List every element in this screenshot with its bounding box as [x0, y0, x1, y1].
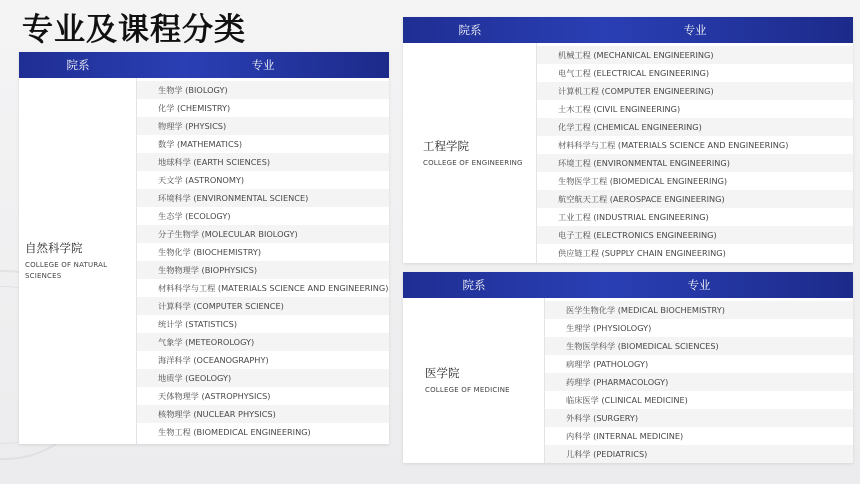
major-item: 计算机工程 (COMPUTER ENGINEERING)	[537, 82, 853, 100]
college-cell	[403, 298, 545, 463]
major-item: 分子生物学 (MOLECULAR BIOLOGY)	[137, 225, 389, 243]
major-item: 生态学 (ECOLOGY)	[137, 207, 389, 225]
major-item: 物理学 (PHYSICS)	[137, 117, 389, 135]
major-item: 生物工程 (BIOMEDICAL ENGINEERING)	[137, 423, 389, 441]
major-item: 材料科学与工程 (MATERIALS SCIENCE AND ENGINEERING)	[537, 136, 853, 154]
major-item: 临床医学 (CLINICAL MEDICINE)	[545, 391, 853, 409]
header-major: 专业	[251, 58, 275, 72]
major-item: 环境科学 (ENVIRONMENTAL SCIENCE)	[137, 189, 389, 207]
major-item: 生物医学科学 (BIOMEDICAL SCIENCES)	[545, 337, 853, 355]
major-item: 核物理学 (NUCLEAR PHYSICS)	[137, 405, 389, 423]
college-name-cn: 工程学院	[423, 138, 469, 153]
major-item: 材料科学与工程 (MATERIALS SCIENCE AND ENGINEERING)	[137, 279, 389, 297]
major-item: 生物医学工程 (BIOMEDICAL ENGINEERING)	[537, 172, 853, 190]
major-list	[137, 78, 389, 444]
table-header	[19, 52, 389, 78]
medicine-table	[403, 272, 853, 463]
major-item: 统计学 (STATISTICS)	[137, 315, 389, 333]
natural-sciences-table	[19, 52, 389, 444]
table-header	[403, 17, 853, 43]
major-item: 生物化学 (BIOCHEMISTRY)	[137, 243, 389, 261]
college-name-en: COLLEGE OF NATURAL SCIENCES	[25, 261, 108, 280]
major-item: 气象学 (METEOROLOGY)	[137, 333, 389, 351]
college-cell	[403, 43, 537, 263]
table-body	[403, 43, 853, 263]
header-major: 专业	[683, 23, 707, 37]
major-item: 药理学 (PHARMACOLOGY)	[545, 373, 853, 391]
major-item: 儿科学 (PEDIATRICS)	[545, 445, 853, 463]
major-item: 天文学 (ASTRONOMY)	[137, 171, 389, 189]
college-name-en: COLLEGE OF ENGINEERING	[423, 158, 523, 167]
major-item: 内科学 (INTERNAL MEDICINE)	[545, 427, 853, 445]
major-item: 天体物理学 (ASTROPHYSICS)	[137, 387, 389, 405]
major-item: 机械工程 (MECHANICAL ENGINEERING)	[537, 46, 853, 64]
major-item: 土木工程 (CIVIL ENGINEERING)	[537, 100, 853, 118]
college-name-en: COLLEGE OF MEDICINE	[425, 386, 510, 394]
major-item: 外科学 (SURGERY)	[545, 409, 853, 427]
table-body	[19, 78, 389, 444]
table-header	[403, 272, 853, 298]
major-item: 地球科学 (EARTH SCIENCES)	[137, 153, 389, 171]
major-item: 病理学 (PATHOLOGY)	[545, 355, 853, 373]
header-major: 专业	[687, 278, 711, 292]
major-item: 化学工程 (CHEMICAL ENGINEERING)	[537, 118, 853, 136]
major-item: 生理学 (PHYSIOLOGY)	[545, 319, 853, 337]
major-list	[545, 298, 853, 463]
header-department: 院系	[462, 278, 486, 292]
major-item: 生物物理学 (BIOPHYSICS)	[137, 261, 389, 279]
major-item: 数学 (MATHEMATICS)	[137, 135, 389, 153]
major-item: 工业工程 (INDUSTRIAL ENGINEERING)	[537, 208, 853, 226]
major-item: 生物学 (BIOLOGY)	[137, 81, 389, 99]
major-item: 医学生物化学 (MEDICAL BIOCHEMISTRY)	[545, 301, 853, 319]
major-item: 海洋科学 (OCEANOGRAPHY)	[137, 351, 389, 369]
major-list	[537, 43, 853, 263]
major-item: 地质学 (GEOLOGY)	[137, 369, 389, 387]
header-department: 院系	[458, 23, 482, 37]
header-department: 院系	[66, 58, 90, 72]
major-item: 电气工程 (ELECTRICAL ENGINEERING)	[537, 64, 853, 82]
major-item: 计算科学 (COMPUTER SCIENCE)	[137, 297, 389, 315]
college-name-cn: 自然科学院	[25, 241, 83, 255]
major-item: 电子工程 (ELECTRONICS ENGINEERING)	[537, 226, 853, 244]
engineering-table	[403, 17, 853, 263]
major-item: 环境工程 (ENVIRONMENTAL ENGINEERING)	[537, 154, 853, 172]
major-item: 供应链工程 (SUPPLY CHAIN ENGINEERING)	[537, 244, 853, 262]
table-body	[403, 298, 853, 463]
major-item: 航空航天工程 (AEROSPACE ENGINEERING)	[537, 190, 853, 208]
college-cell	[19, 78, 137, 444]
college-name-cn: 医学院	[425, 366, 460, 380]
major-item: 化学 (CHEMISTRY)	[137, 99, 389, 117]
page-title: 专业及课程分类	[22, 12, 246, 48]
